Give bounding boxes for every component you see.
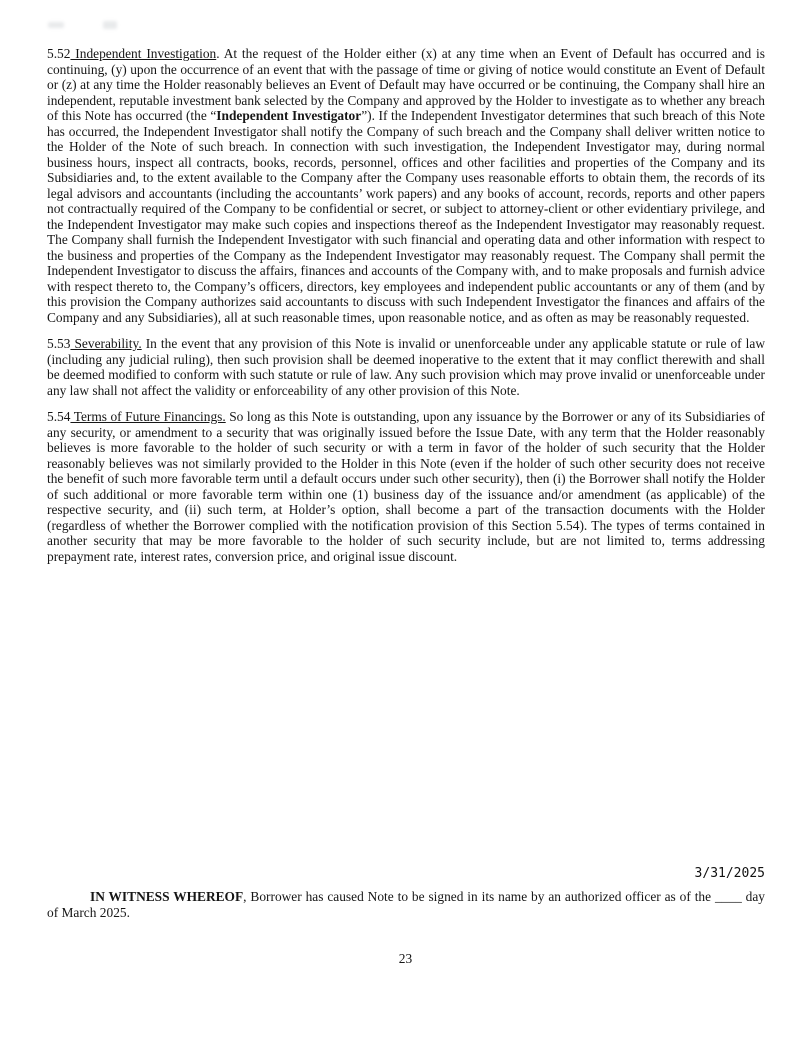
witness-clause-text: day of March 2025. (47, 889, 765, 920)
scan-smudge (48, 22, 64, 28)
section-5-52-paragraph (47, 46, 765, 325)
section-body-text: . At the request of the Holder either (x) at any time when an Event of Default has occurred and is continuing, (y) upon the occurrence of an event that with the passage of time or giving of notice would constitute an Event of Default or (z) at any time the Holder reasonably believes an Event of Default may have occurred or be continuing, the Company shall hire an independent, reputable investment bank selected by the Company and approved by the Holder to investigate as to whether any breach of this Note has occurred (the “ (47, 46, 765, 123)
section-number: 5.53 (47, 336, 71, 351)
witness-clause-lead: IN WITNESS WHEREOF (90, 889, 244, 904)
section-body-text: ”). If the Independent Investigator determines that such breach of this Note has occurred, the Independent Investigator shall notify the Company of such breach and the Company shall deliver written notice to the Holder of the Note of such breach. In connection with such investigation, the Independent Investigator may, during normal business hours, inspect all contracts, books, records, personnel, offices and other facilities and properties of the Company and its Subsidiaries and, to the extent available to the Company after the Company uses reasonable efforts to obtain them, the records of its legal advisors and accountants (including the accountants’ work papers) and any books of account, records, reports and other papers not contractually required of the Company to be confidential or secret, or subject to attorney-client or other evidentiary privilege, and the Independent Investigator may make such copies and inspections thereof as the Independent Investigator may reasonably request. The Company shall furnish the Independent Investigator with such financial and operating data and other information with respect to the business and properties of the Company as the Independent Investigator may reasonably request. The Company shall permit the Independent Investigator to discuss the affairs, finances and accounts of the Company with, and to make proposals and furnish advice with respect thereto to, the Company’s officers, directors, key employees and independent public accountants or any of them (and by this provision the Company authorizes said accountants to discuss with such Independent Investigator the finances and affairs of the Company and any Subsidiaries), all at such reasonable times, upon reasonable notice, and as often as may be reasonably requested. (47, 108, 765, 325)
section-5-53-paragraph (47, 336, 765, 398)
section-title: Terms of Future Financings. (70, 409, 226, 424)
section-number: 5.54 (47, 409, 71, 424)
section-title: Independent Investigation (70, 46, 217, 61)
section-body-text: So long as this Note is outstanding, upon any issuance by the Borrower or any of its Subsidiaries of any security, or amendment to a security that was originally issued before the Issue Date, with any term that the Holder reasonably believes is more favorable to the holder of such security or with a term in favor of the holder of such security that the Holder reasonably believes was not similarly provided to the Holder in this Note (even if the holder of such other security does not receive the benefit of such more favorable term until a default occurs under such other security), then (i) the Borrower shall notify the Holder of such additional or more favorable term within one (1) business day of the issuance and/or amendment (as applicable) of the respective security, and (ii) such term, at Holder’s option, shall become a part of the transaction documents with the Holder (regardless of whether the Borrower complied with the notification provision of this Section 5.54). The types of terms contained in another security that may be more favorable to the holder of such security include, but are not limited to, terms addressing prepayment rate, interest rates, conversion price, and original issue discount. (47, 409, 765, 564)
document-body (47, 46, 765, 575)
section-5-54-paragraph (47, 409, 765, 564)
section-title: Severability. (70, 336, 142, 351)
witness-clause-text: , Borrower has caused Note to be signed in its name by an authorized officer as of the (243, 889, 715, 904)
scan-smudge (103, 21, 117, 29)
section-number: 5.52 (47, 46, 71, 61)
section-body-text: In the event that any provision of this Note is invalid or unenforceable under any applicable statute or rule of law (including any judicial ruling), then such provision shall be deemed inoperative to the extent that it may conflict therewith and shall be deemed modified to conform with such statute or rule of law. Any such provision which may prove invalid or unenforceable under any law shall not affect the validity or enforceability of any other provision of this Note. (47, 336, 765, 398)
page-number: 23 (398, 951, 413, 966)
date-stamp: 3/31/2025 (694, 866, 765, 881)
defined-term: Independent Investigator (216, 108, 362, 123)
witness-clause-paragraph (47, 889, 765, 920)
blank-day-field: ____ (714, 889, 742, 904)
